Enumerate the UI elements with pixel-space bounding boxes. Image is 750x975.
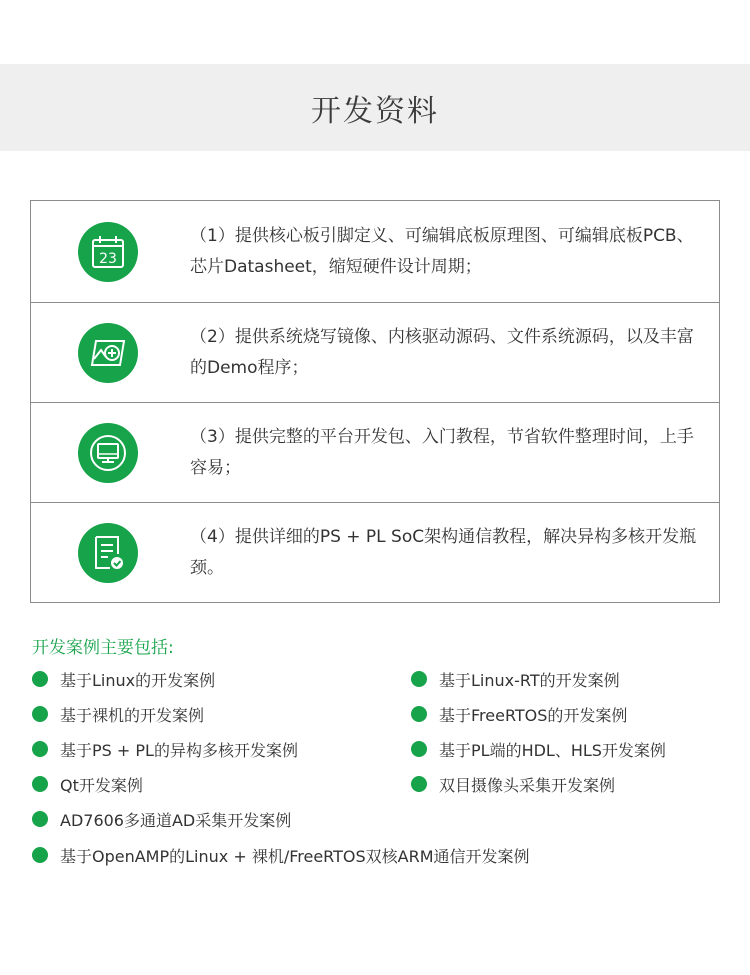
list-item-label: 基于FreeRTOS的开发案例: [439, 705, 628, 725]
list-item: [411, 697, 627, 731]
list-item-label: 基于OpenAMP的Linux + 裸机/FreeRTOS双核ARM通信开发案例: [60, 846, 530, 866]
calendar-icon: [78, 222, 138, 282]
list-item: [411, 767, 615, 801]
list-item-label: 双目摄像头采集开发案例: [439, 775, 616, 795]
feature-text: （1）提供核心板引脚定义、可编辑底板原理图、可编辑底板PCB、芯片Datasheet，缩短硬件设计周期；: [190, 225, 694, 277]
bullet-dot-icon: [411, 671, 427, 687]
feature-row: [31, 502, 719, 602]
bullet-dot-icon: [411, 706, 427, 722]
document-check-icon: [78, 523, 138, 583]
list-item: [32, 802, 291, 836]
list-item: [411, 662, 620, 696]
list-item-label: AD7606多通道AD采集开发案例: [60, 810, 292, 830]
cases-title: 开发案例主要包括:: [32, 638, 174, 658]
list-item-label: 基于Linux的开发案例: [60, 670, 216, 690]
bullet-dot-icon: [32, 847, 48, 863]
bullet-dot-icon: [411, 776, 427, 792]
list-item: [32, 697, 204, 731]
list-item-label: 基于PS + PL的异构多核开发案例: [60, 740, 298, 760]
list-item-label: 基于裸机的开发案例: [60, 705, 205, 725]
feature-text: （3）提供完整的平台开发包、入门教程，节省软件整理时间，上手容易；: [190, 426, 694, 478]
header-band: [0, 64, 750, 151]
image-add-icon: [78, 323, 138, 383]
bullet-dot-icon: [32, 811, 48, 827]
list-item: [411, 732, 666, 766]
bullet-dot-icon: [32, 706, 48, 722]
list-item-label: 基于Linux-RT的开发案例: [439, 670, 620, 690]
feature-list: [30, 200, 720, 603]
list-item: [32, 732, 298, 766]
feature-text: （4）提供详细的PS + PL SoC架构通信教程，解决异构多核开发瓶颈。: [190, 526, 697, 578]
page-title: 开发资料: [311, 93, 439, 129]
feature-row: [31, 302, 719, 402]
bullet-dot-icon: [32, 776, 48, 792]
list-item: [32, 662, 215, 696]
bullet-dot-icon: [32, 671, 48, 687]
bullet-dot-icon: [32, 741, 48, 757]
list-item-label: Qt开发案例: [60, 775, 143, 795]
case-list: [32, 662, 732, 874]
feature-row: [31, 402, 719, 502]
monitor-icon: [78, 423, 138, 483]
feature-row: [31, 201, 719, 302]
calendar-icon-label: 23: [99, 250, 117, 267]
list-item: [32, 767, 143, 801]
list-item-label: 基于PL端的HDL、HLS开发案例: [439, 740, 666, 760]
bullet-dot-icon: [411, 741, 427, 757]
feature-text: （2）提供系统烧写镜像、内核驱动源码、文件系统源码，以及丰富的Demo程序；: [190, 326, 694, 378]
list-item: [32, 838, 530, 872]
